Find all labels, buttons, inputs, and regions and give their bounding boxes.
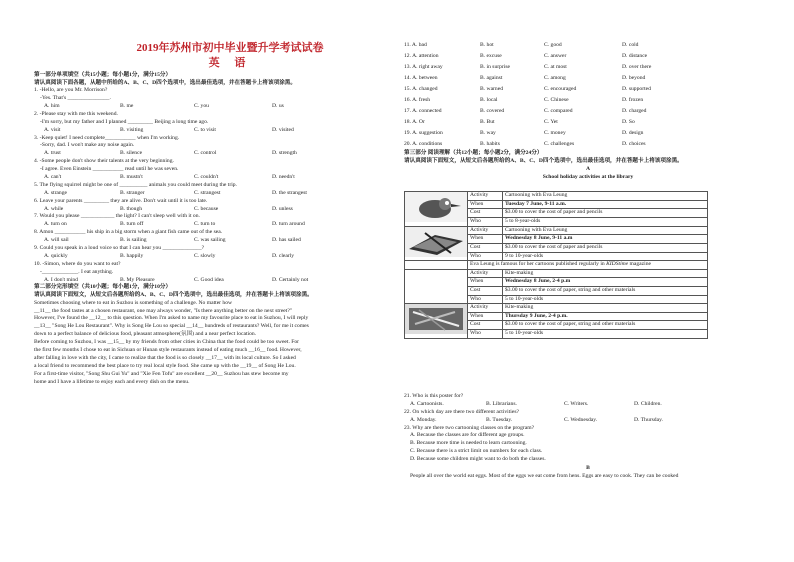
field-value: 9 to 10-year-olds bbox=[503, 252, 708, 261]
option-a: 15. A. changed bbox=[404, 86, 438, 92]
field-label: Activity bbox=[468, 226, 503, 235]
picture-cell bbox=[405, 304, 468, 339]
option-c: C. Wednesday. bbox=[564, 416, 598, 423]
question-stem: 9. Could you speak in a loud voice so that I can hear you ______________? bbox=[34, 245, 205, 251]
part3-heading: 第三部分 阅读理解（共12小题；每小题2分，满分24分） bbox=[404, 150, 543, 156]
field-value: 5 to 10-year-olds bbox=[503, 330, 708, 339]
option-a: 19. A. suggestion bbox=[404, 130, 443, 136]
option-d: D. frozen bbox=[622, 97, 644, 103]
stamp-picture bbox=[405, 192, 467, 222]
field-value: $3.00 to cover the cost of paper, string and other materials bbox=[503, 286, 708, 295]
question-stem: -I agree. Even Einstein ___________ read until he was seven. bbox=[40, 166, 179, 173]
option-a: A. visit bbox=[44, 126, 61, 133]
cloze-option-row bbox=[404, 40, 772, 51]
book-picture bbox=[405, 227, 467, 257]
cloze-option-row bbox=[404, 62, 772, 73]
passage-line: For a first-time visitor, "Song Shu Gui Yu" and "Xie Fen Tofu" are excellent __20__ Suzhou has stew become my bbox=[34, 370, 289, 377]
question-options bbox=[34, 127, 396, 135]
field-label: Who bbox=[468, 252, 503, 261]
table-row bbox=[405, 226, 708, 235]
option-c: C. compared bbox=[544, 108, 573, 114]
question-stem: 7. Would you please ____________ the light? I can't sleep well with it on. bbox=[34, 213, 200, 220]
table-row bbox=[405, 269, 708, 278]
field-label: When bbox=[468, 200, 503, 209]
field-label: When bbox=[468, 312, 503, 321]
exam-subject: 英 语 bbox=[208, 57, 252, 69]
table-note-row bbox=[405, 261, 708, 270]
tools-picture bbox=[405, 304, 467, 334]
option-a: A. can't bbox=[44, 173, 62, 180]
option-d: D. over there bbox=[622, 64, 652, 70]
cloze-option-row bbox=[404, 84, 772, 95]
field-value: Wednesday 8 June, 2-4 p.m bbox=[503, 278, 708, 287]
option-c: C. money bbox=[544, 130, 566, 136]
option-d: D. beyond bbox=[622, 75, 646, 81]
left-column bbox=[34, 42, 396, 386]
question-stem: 22. On which day are there two different activities? bbox=[404, 408, 519, 415]
cloze-option-row bbox=[404, 139, 772, 150]
question-stem: 8. Amon ___________ his ship in a big storm when a giant fish came out of the sea. bbox=[34, 229, 223, 236]
passage-line: __13__ "Song He Lou Restaurant". Why is Song He Lou so special __14__ hundreds of restaurants? Well, for me it comes bbox=[34, 323, 309, 330]
magazine-name: KIDStime bbox=[606, 261, 629, 268]
option-b: B. warned bbox=[480, 86, 503, 92]
option-d: D. Certainly not bbox=[272, 276, 309, 283]
question-stem: -I'm sorry, but my father and I planned _________ Beijing a long time ago. bbox=[40, 118, 209, 125]
picture-cell bbox=[405, 261, 468, 270]
option-c: C. challenges bbox=[544, 141, 575, 147]
right-column bbox=[404, 40, 772, 181]
field-value: Cartooning with Eva Leung bbox=[503, 192, 708, 201]
option-b: B. But bbox=[480, 119, 495, 125]
table-title: School holiday activities at the library bbox=[542, 174, 634, 181]
option-a: A. strange bbox=[44, 189, 67, 196]
passage-b-text: People all over the world eat eggs. Most of the eggs we eat come from hens. Eggs are easy to cook. They can be cooked bbox=[410, 473, 679, 480]
part2-instruction: 请认真阅读下面短文，从短文后各题所给的A、B、C、D四个选项中，选出最佳选项，并在答题卡上将该项涂黑。 bbox=[34, 292, 313, 299]
option-c: C. good bbox=[544, 42, 562, 48]
question-options bbox=[34, 277, 396, 285]
field-label: Who bbox=[468, 330, 503, 339]
cloze-option-row bbox=[404, 128, 772, 139]
question-stem: 2. -Please stay with me this weekend. bbox=[34, 110, 118, 117]
part1-instruction: 请认真阅读下面各题，从题中所给的A、B、C、D四个选项中，选出最佳选项，并在答题卡上将该项涂黑。 bbox=[34, 79, 296, 86]
question-stem: 21. Who is this poster for? bbox=[404, 393, 464, 399]
option-c: C. at most bbox=[544, 64, 567, 70]
option-a: 11. A. bad bbox=[404, 42, 427, 48]
option-b: B. local bbox=[480, 97, 498, 103]
cloze-option-row bbox=[404, 117, 772, 128]
question-stem: -_____________. I eat anything. bbox=[40, 268, 114, 275]
passage-line: However, I've found the __12__ to this question. When I'm asked to name my favourite place to eat in Suzhou, I will reply bbox=[34, 315, 309, 322]
part1-questions bbox=[34, 87, 396, 284]
option-d: D. has sailed bbox=[272, 237, 301, 244]
option-b: B. turn off bbox=[120, 221, 144, 228]
option-d: D. clearly bbox=[272, 252, 295, 259]
question-stem: -Yes. That's _______________. bbox=[40, 95, 111, 102]
option-d: D. Because some children might want to do both the classes. bbox=[410, 456, 546, 463]
picture-cell bbox=[405, 269, 468, 303]
option-d: D. supported bbox=[622, 86, 651, 92]
question-options bbox=[34, 174, 396, 182]
part1-heading: 第一部分单项填空（共15小题；每小题1分，满分15分） bbox=[34, 72, 172, 78]
question-stem: 1. -Hello, are you Mr. Morrison? bbox=[34, 87, 108, 94]
option-a: 18. A. Or bbox=[404, 119, 425, 125]
option-a: A. quickly bbox=[44, 252, 68, 259]
question-options bbox=[34, 190, 396, 198]
question-stem: 5. The flying squirrel might be one of __________ animals you could meet during the trip. bbox=[34, 181, 237, 188]
question-stem: 6. Leave your parents _________ they are alive. Don't wait until it is too late. bbox=[34, 197, 208, 204]
table-row bbox=[405, 304, 708, 313]
option-b: B. excuse bbox=[480, 53, 502, 59]
question-options bbox=[34, 206, 396, 214]
field-label: When bbox=[468, 278, 503, 287]
option-b: B. is sailing bbox=[120, 237, 147, 244]
field-label: Cost bbox=[468, 321, 503, 330]
reading-questions bbox=[404, 393, 772, 481]
field-label: When bbox=[468, 235, 503, 244]
passage-line: down to a perfect balance of delicious food, pleasant atmosphere(氛围) and a near perfect location. bbox=[34, 331, 257, 338]
option-b: B. Because more time is needed to learn cartooning. bbox=[410, 440, 527, 447]
option-c: C. Chinese bbox=[544, 97, 569, 103]
option-a: A. trust bbox=[44, 150, 61, 157]
field-label: Who bbox=[468, 217, 503, 226]
option-d: D. Thursday. bbox=[634, 416, 663, 423]
option-a: A. Monday. bbox=[410, 416, 437, 423]
option-b: B. covered bbox=[480, 108, 505, 114]
option-d: D. strength bbox=[272, 150, 297, 157]
cloze-option-row bbox=[404, 73, 772, 84]
option-b: B. stranger bbox=[120, 189, 145, 196]
field-value: $3.00 to cover the cost of paper and pencils bbox=[503, 243, 708, 252]
option-a: 14. A. between bbox=[404, 75, 438, 81]
part2-options bbox=[404, 40, 772, 150]
picture-cell bbox=[405, 226, 468, 261]
option-a: 20. A. conditions bbox=[404, 141, 443, 147]
field-label: Cost bbox=[468, 209, 503, 218]
option-b: B. My Pleasure bbox=[120, 276, 155, 283]
question-stem: 4. -Some people don't show their talents at the very beginning. bbox=[34, 158, 174, 165]
field-label: Activity bbox=[468, 269, 503, 278]
option-c: C. slowly bbox=[194, 252, 216, 259]
option-b: B. Librarians. bbox=[486, 400, 517, 407]
option-a: A. will sail bbox=[44, 237, 69, 244]
option-d: D. charged bbox=[622, 108, 647, 114]
passage-line: a local friend to recommend the best place to try real local style food. She came up with the __19__ of Song He Lou. bbox=[34, 362, 296, 369]
field-value: $3.00 to cover the cost of paper and pencils bbox=[503, 209, 708, 218]
question-options bbox=[34, 237, 396, 245]
option-d: D. distance bbox=[622, 53, 648, 59]
option-c: C. Good idea bbox=[194, 276, 224, 283]
option-c: C. turn to bbox=[194, 221, 216, 228]
option-a: A. while bbox=[44, 205, 64, 212]
field-value: $3.00 to cover the cost of paper, string and other materials bbox=[503, 321, 708, 330]
option-d: D. cold bbox=[622, 42, 639, 48]
option-a: A. turn on bbox=[44, 221, 67, 228]
passage-line: home and I have a lifetime to enjoy each and every dish on the menu. bbox=[34, 378, 190, 385]
passage-line: after falling in love with the city, I came to realize that the food is so closely __17__ with its local culture. So I asked bbox=[34, 354, 296, 361]
field-value: Kite-making bbox=[503, 304, 708, 313]
option-b: B. happily bbox=[120, 252, 144, 259]
option-d: D. the strangest bbox=[272, 189, 307, 196]
picture-cell bbox=[405, 192, 468, 227]
option-b: B. mustn't bbox=[120, 173, 143, 180]
option-b: B. Tuesday. bbox=[486, 416, 513, 423]
activities-table bbox=[404, 191, 708, 339]
passage-line: Before coming to Suzhou, I was __15__ by my friends from other cities in China that the food could be too sweet. For bbox=[34, 339, 300, 346]
option-b: B. visiting bbox=[120, 126, 144, 133]
passage-b-label: B bbox=[586, 465, 590, 472]
question-stem: 3. -Keep quiet! I need complete___________ when I'm working. bbox=[34, 134, 180, 141]
option-c: C. was sailing bbox=[194, 237, 226, 244]
option-b: B. though bbox=[120, 205, 143, 212]
option-c: C. couldn't bbox=[194, 173, 219, 180]
option-c: C. answer bbox=[544, 53, 567, 59]
option-d: D. turn around bbox=[272, 221, 305, 228]
field-value: Kite-making bbox=[503, 269, 708, 278]
option-c: C. you bbox=[194, 102, 209, 109]
option-c: C. because bbox=[194, 205, 219, 212]
option-c: C. among bbox=[544, 75, 566, 81]
question-options bbox=[404, 401, 772, 409]
part2-passage bbox=[34, 300, 396, 387]
option-b: B. me bbox=[120, 102, 134, 109]
option-b: B. against bbox=[480, 75, 503, 81]
field-label: Cost bbox=[468, 243, 503, 252]
option-b: B. habits bbox=[480, 141, 500, 147]
field-value: Wednesday 8 June, 9-11 a.m bbox=[503, 235, 708, 244]
field-value: Tuesday 7 June, 9-11 a.m. bbox=[503, 200, 708, 209]
option-a: 16. A. fresh bbox=[404, 97, 431, 103]
option-c: C. strangest bbox=[194, 189, 221, 196]
option-d: D. unless bbox=[272, 205, 293, 212]
question-options bbox=[404, 417, 772, 425]
option-d: D. Children. bbox=[634, 400, 662, 407]
option-c: C. Writers. bbox=[564, 400, 589, 407]
option-d: D. us bbox=[272, 102, 284, 109]
field-value: Cartooning with Eva Leung bbox=[503, 226, 708, 235]
option-c: C. to visit bbox=[194, 126, 216, 133]
question-stem: -Sorry, dad. I won't make any noise again. bbox=[40, 142, 135, 149]
passage-line: the first few months I chose to eat in Sichuan or Hunan style restaurants instead of eating much __16__ food. However, bbox=[34, 346, 302, 353]
field-label: Cost bbox=[468, 286, 503, 295]
question-stem: 23. Why are there two cartooning classes on the program? bbox=[404, 424, 535, 431]
option-c: C. encouraged bbox=[544, 86, 577, 92]
option-c: C. control bbox=[194, 150, 217, 157]
field-label: Who bbox=[468, 295, 503, 304]
exam-title: 2019年苏州市初中毕业暨升学考试试卷 bbox=[136, 42, 324, 54]
field-value: 5 to 10-year-olds bbox=[503, 295, 708, 304]
option-c: C. Because there is a strict limit on numbers for each class. bbox=[410, 448, 543, 455]
cloze-option-row bbox=[404, 95, 772, 106]
question-stem: 10. -Simon, where do you want to eat? bbox=[34, 260, 121, 267]
question-options bbox=[34, 103, 396, 111]
note-cell: Eva Leung is famous for her cartoons published regularly in KIDStime magazine bbox=[468, 261, 708, 270]
option-b: B. silence bbox=[120, 150, 143, 157]
cloze-option-row bbox=[404, 106, 772, 117]
field-value: 5 to 8-year-olds bbox=[503, 217, 708, 226]
option-a: 13. A. right away bbox=[404, 64, 443, 70]
option-d: D. design bbox=[622, 130, 644, 136]
option-b: B. in surprise bbox=[480, 64, 510, 70]
option-a: 12. A. attention bbox=[404, 53, 439, 59]
option-d: D. visited bbox=[272, 126, 294, 133]
option-d: D. needn't bbox=[272, 173, 295, 180]
option-d: D. So bbox=[622, 119, 635, 125]
field-label: Activity bbox=[468, 192, 503, 201]
option-d: D. choices bbox=[622, 141, 646, 147]
option-a: A. Cartoonists. bbox=[410, 400, 444, 407]
part3-instruction: 请认真阅读下面短文，从短文后各题所给的A、B、C、D四个选项中，选出最佳选项，并在答题卡上将该项涂黑。 bbox=[404, 157, 683, 164]
option-b: B. way bbox=[480, 130, 496, 136]
option-a: A. Because the classes are for different age groups. bbox=[410, 432, 525, 439]
option-c: C. Yet bbox=[544, 119, 558, 125]
option-a: A. him bbox=[44, 102, 60, 109]
table-row bbox=[405, 192, 708, 201]
option-b: B. hot bbox=[480, 42, 494, 48]
field-label: Activity bbox=[468, 304, 503, 313]
field-value: Thursday 9 June, 2-4 p.m. bbox=[503, 312, 708, 321]
cloze-option-row bbox=[404, 51, 772, 62]
question-options bbox=[34, 150, 396, 158]
part2-heading: 第二部分完形填空（共10小题；每小题1分，满分10分） bbox=[34, 284, 172, 291]
passage-line: __11__ the food tastes at a chosen restaurant, one may always wonder, "Is there anything better on the next street?" bbox=[34, 307, 293, 314]
passage-a-label: A bbox=[585, 166, 591, 173]
option-a: A. I don't mind bbox=[44, 276, 78, 283]
passage-line: Sometimes choosing where to eat in Suzhou is something of a challenge. No matter how bbox=[34, 299, 233, 306]
option-a: 17. A. connected bbox=[404, 108, 442, 114]
question-options bbox=[34, 253, 396, 261]
